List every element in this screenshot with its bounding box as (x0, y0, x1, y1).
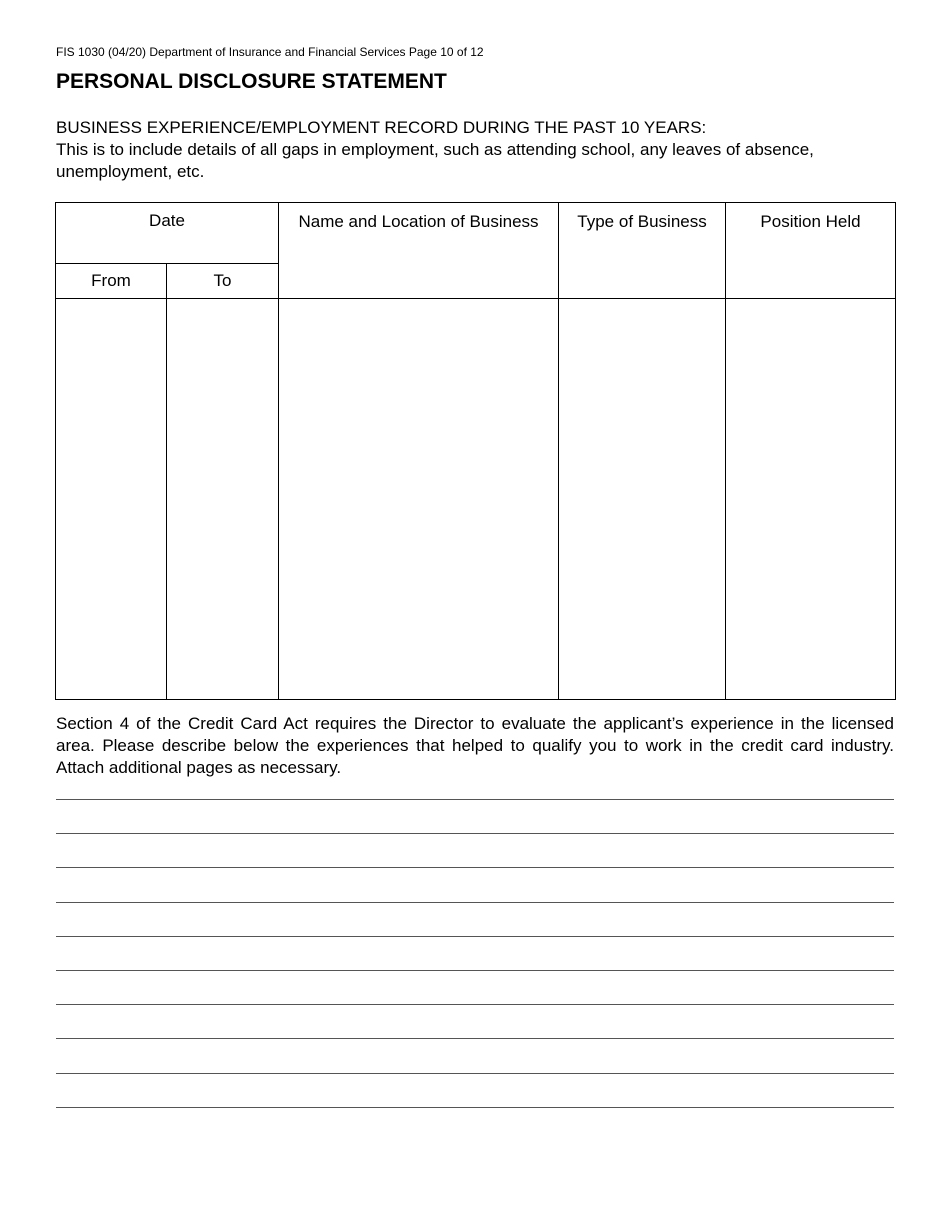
section-4-instructions: Section 4 of the Credit Card Act requires the Director to evaluate the applicant’s experience in the licensed area. Please describe below the experiences that helped to qualify you to work in the credit card industry. Attach additional pages as necessary. (56, 714, 894, 777)
name-location-field[interactable] (279, 299, 559, 700)
column-header-type-business: Type of Business (559, 203, 726, 299)
answer-line[interactable] (56, 970, 894, 1004)
employment-record-instructions-line2: unemployment, etc. (56, 162, 205, 181)
answer-line[interactable] (56, 1107, 894, 1141)
answer-line[interactable] (56, 799, 894, 833)
column-header-position-held: Position Held (726, 203, 896, 299)
column-header-name-location: Name and Location of Business (279, 203, 559, 299)
column-header-to: To (167, 264, 279, 299)
answer-line[interactable] (56, 1038, 894, 1072)
to-date-field[interactable] (167, 299, 279, 700)
column-header-date: Date (56, 203, 279, 264)
answer-line[interactable] (56, 936, 894, 970)
page-title: PERSONAL DISCLOSURE STATEMENT (56, 70, 447, 93)
from-date-field[interactable] (56, 299, 167, 700)
form-identifier: FIS 1030 (04/20) Department of Insurance and Financial Services Page 10 of 12 (56, 45, 484, 59)
employment-record-instructions-line1: This is to include details of all gaps in employment, such as attending school, any leaves of absence, (56, 140, 814, 159)
answer-line[interactable] (56, 1004, 894, 1038)
table-row (56, 299, 896, 700)
experience-answer-area (56, 799, 894, 1141)
position-held-field[interactable] (726, 299, 896, 700)
employment-record-intro (56, 117, 896, 183)
answer-line[interactable] (56, 833, 894, 867)
answer-line[interactable] (56, 867, 894, 901)
answer-line[interactable] (56, 1073, 894, 1107)
answer-line[interactable] (56, 902, 894, 936)
column-header-from: From (56, 264, 167, 299)
employment-record-heading: BUSINESS EXPERIENCE/EMPLOYMENT RECORD DURING THE PAST 10 YEARS: (56, 118, 707, 137)
type-business-field[interactable] (559, 299, 726, 700)
employment-record-table (55, 202, 896, 700)
